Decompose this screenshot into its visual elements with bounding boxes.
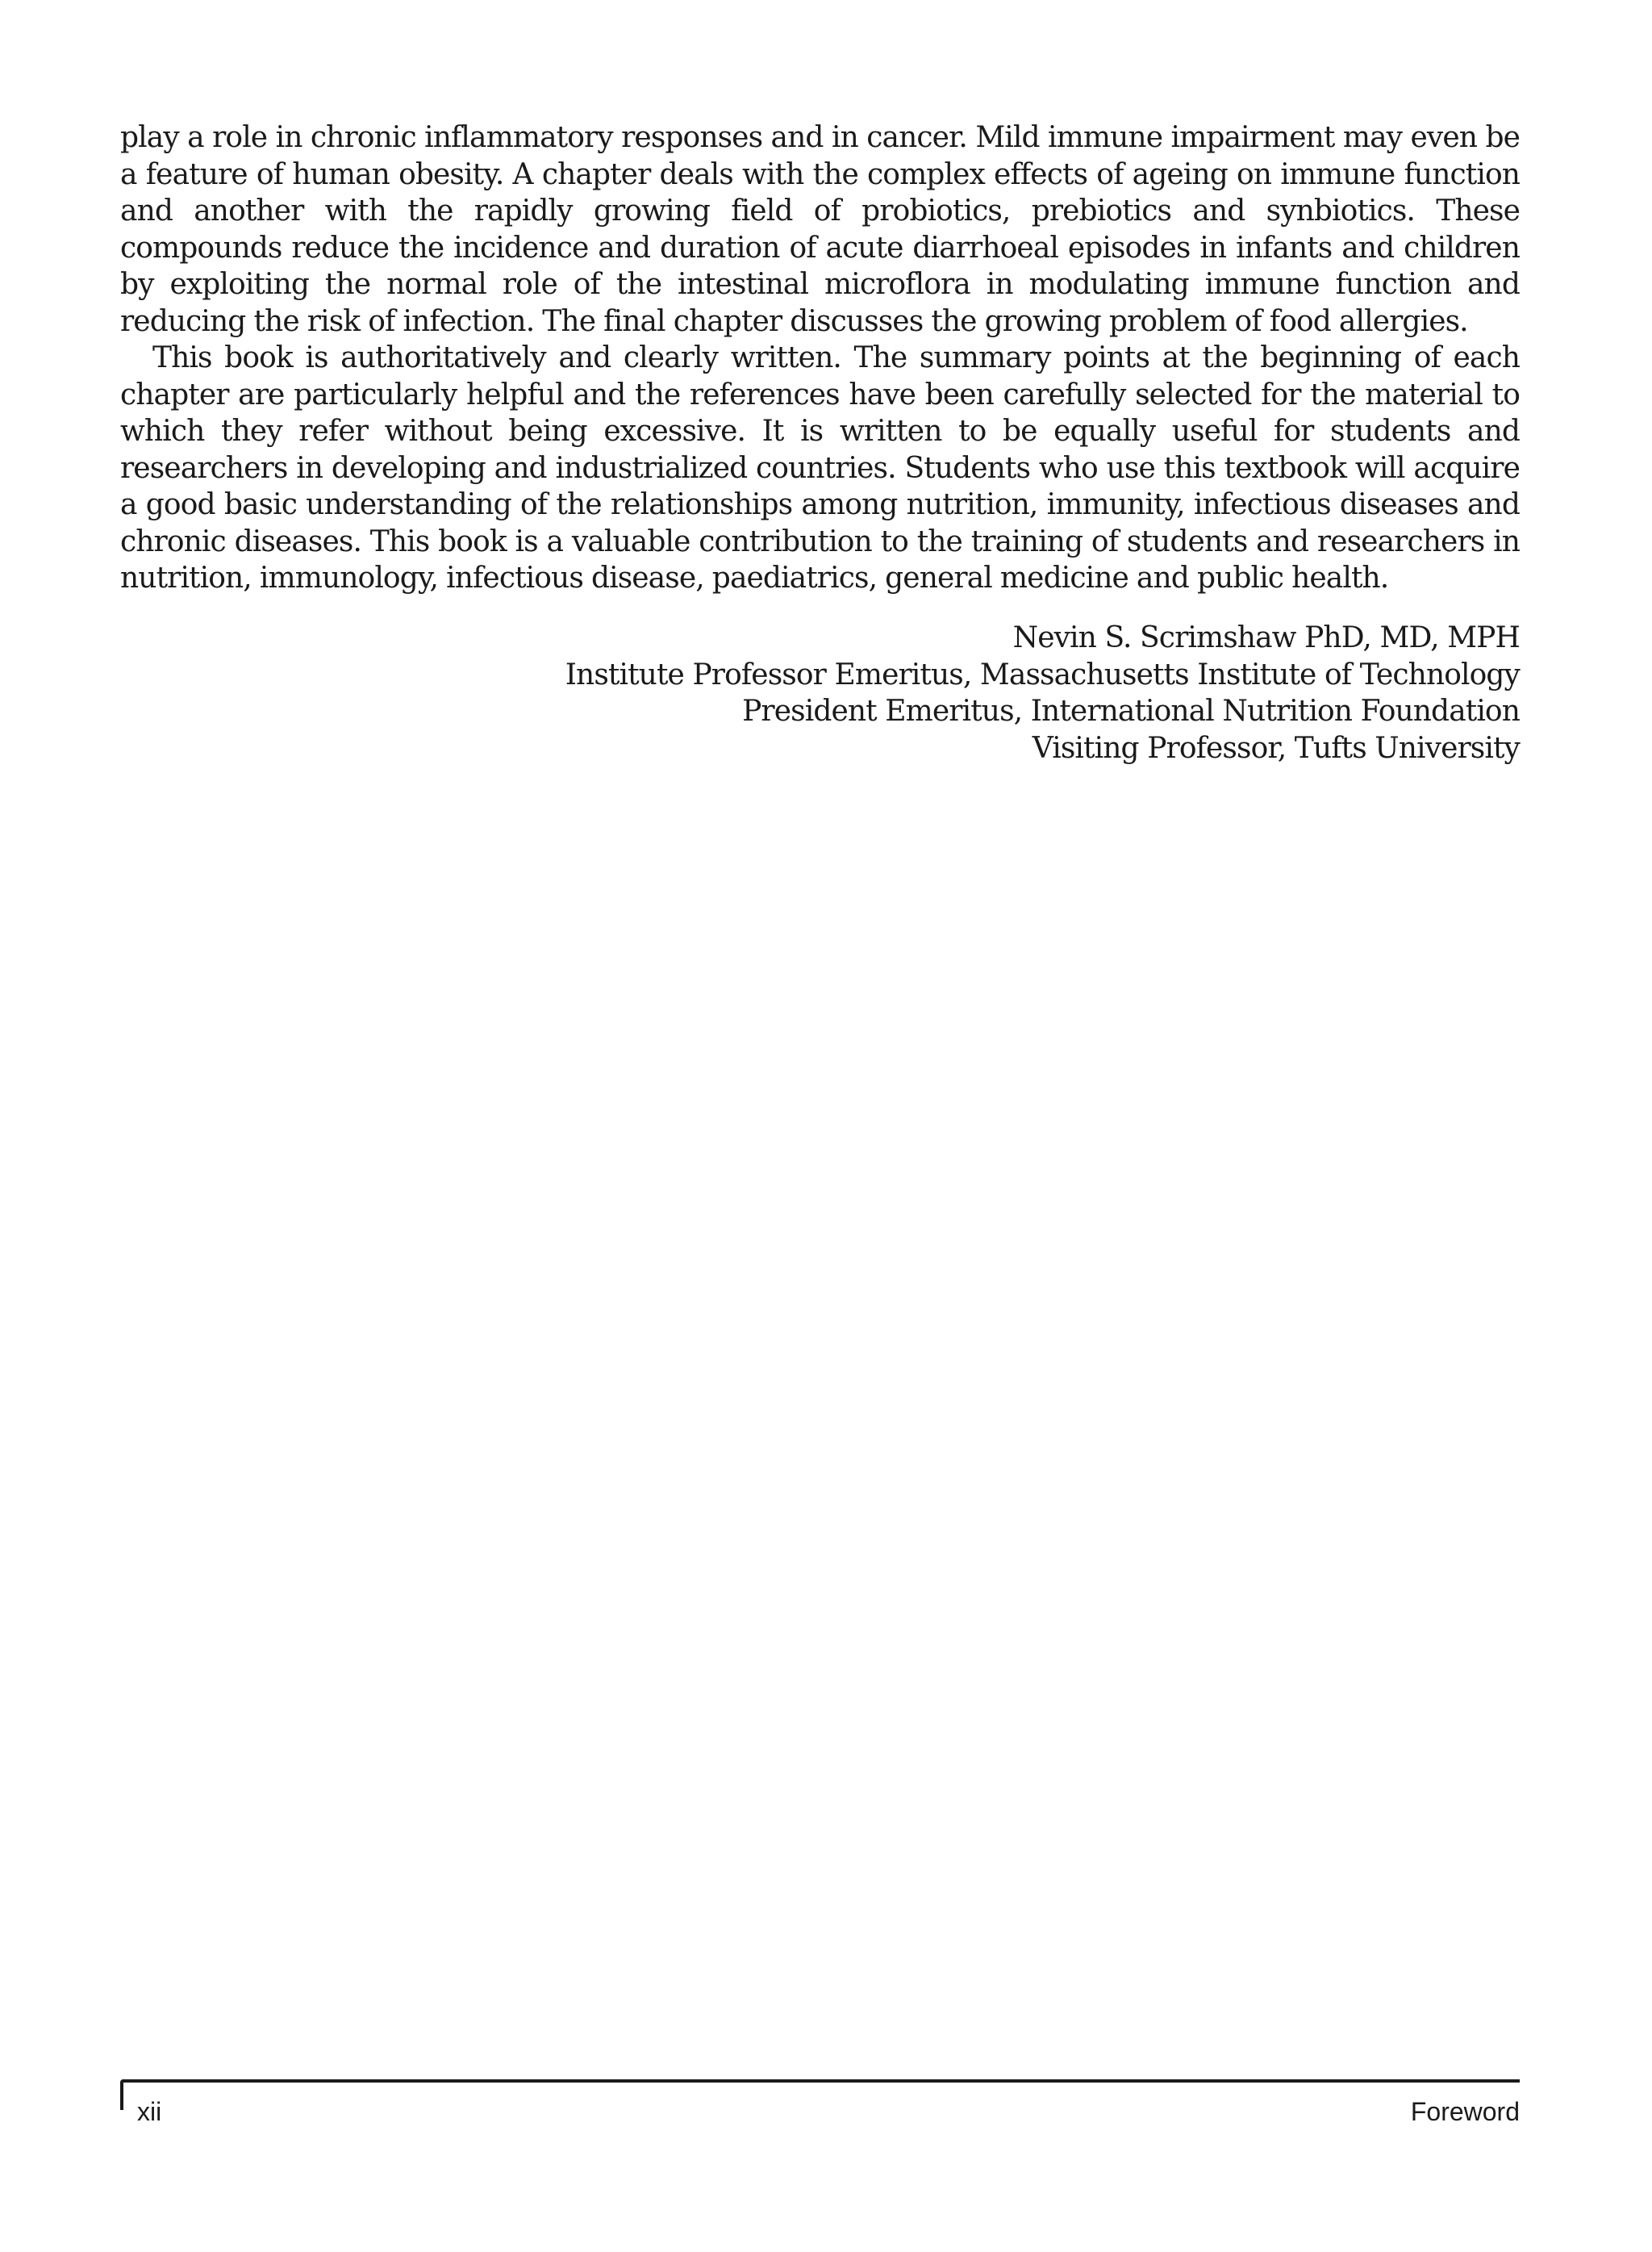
running-footer-title: Foreword xyxy=(1410,2097,1520,2126)
body-text xyxy=(120,119,1520,597)
footer-rule xyxy=(120,2079,1520,2083)
paragraph-review: This book is authoritatively and clearly written. The summary points at the beginning of each chapter are particularly helpful and the references have been carefully selected for the material to which they refer without being excessive. It is written to be equally useful for students and researchers in developing and industrialized countries. Students who use this textbook will acquire a good basic understanding of the relationships among nutrition, immunity, infectious diseases and chronic diseases. This book is a valuable contribution to the training of students and researchers in nutrition, immunology, infectious disease, paediatrics, general medicine and public health. xyxy=(120,341,1520,595)
signature-affiliation-3: Visiting Professor, Tufts University xyxy=(1032,731,1520,765)
signature-block xyxy=(565,620,1520,767)
page-number: xii xyxy=(137,2097,162,2126)
signature-affiliation-1: Institute Professor Emeritus, Massachusetts Institute of Technology xyxy=(565,658,1520,691)
footer-corner-mark xyxy=(120,2079,123,2110)
signature-affiliation-2: President Emeritus, International Nutrition Foundation xyxy=(742,695,1520,728)
signature-name: Nevin S. Scrimshaw PhD, MD, MPH xyxy=(1012,621,1520,654)
paragraph-continued: play a role in chronic inflammatory responses and in cancer. Mild immune impairment may even be a feature of human obesity. A chapter deals with the complex effects of ageing on immune function and another with the rapidly growing field of probiotics, prebiotics and synbiotics. These compounds reduce the incidence and duration of acute diarrhoeal episodes in infants and children by exploiting the normal role of the intestinal microflora in modulating immune function and reducing the risk of infection. The final chapter discusses the growing problem of food allergies. xyxy=(120,121,1520,338)
